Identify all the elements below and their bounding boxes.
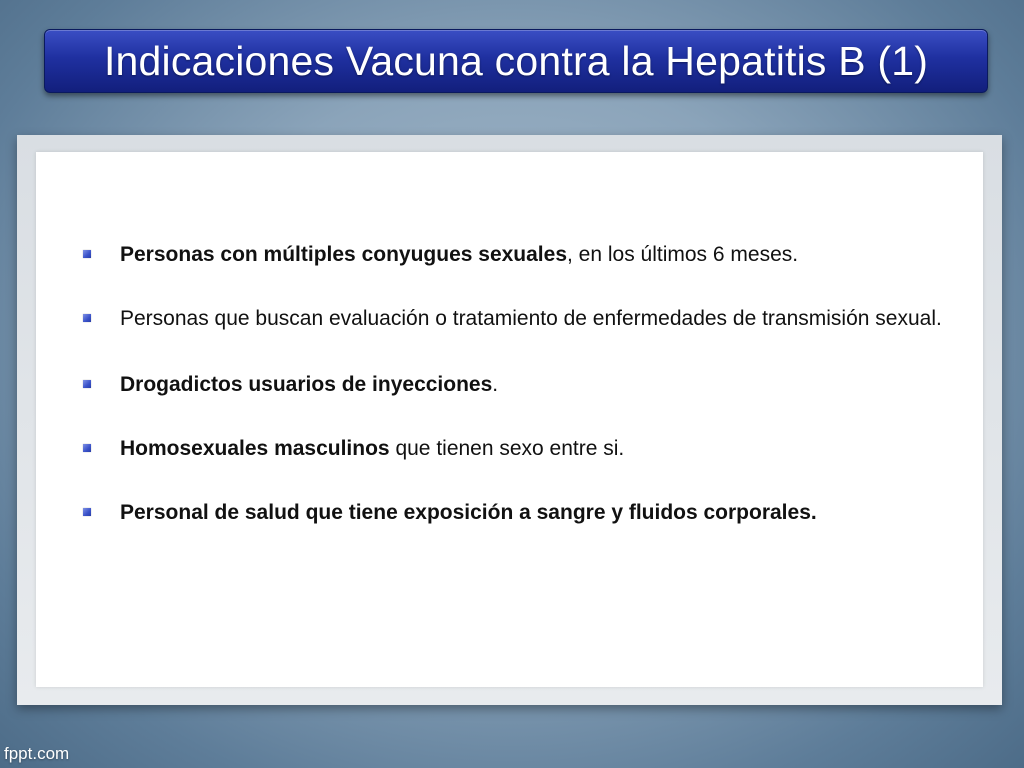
slide-title: Indicaciones Vacuna contra la Hepatitis B (1)	[103, 37, 929, 84]
bullet-item	[80, 498, 960, 528]
content-frame	[17, 135, 1002, 705]
bullet-item	[80, 370, 960, 400]
bullet-bold-text: Homosexuales masculinos	[120, 437, 390, 460]
bullet-text: , en los últimos 6 meses.	[567, 243, 799, 266]
square-bullet-icon	[83, 250, 91, 258]
square-bullet-icon	[83, 508, 91, 516]
square-bullet-icon	[83, 444, 91, 452]
square-bullet-icon	[83, 314, 91, 322]
bullet-bold-text: Personal de salud que tiene exposición a sangre y fluidos corporales.	[120, 501, 817, 524]
footer-brand: fppt.com	[4, 744, 70, 763]
square-bullet-icon	[83, 380, 91, 388]
bullet-bold-text: Drogadictos usuarios de inyecciones	[120, 373, 493, 396]
bullet-text: .	[492, 373, 499, 396]
bullet-item	[80, 304, 960, 334]
bullet-bold-text: Personas con múltiples conyugues sexuales	[120, 243, 567, 266]
slide-title-bar	[44, 29, 988, 93]
bullet-text: Personas que buscan evaluación o tratamiento de enfermedades de transmisión sexual.	[120, 307, 942, 330]
bullet-text: que tienen sexo entre si.	[389, 437, 625, 460]
bullet-item	[80, 434, 960, 464]
bullet-list	[80, 240, 960, 562]
content-panel	[36, 152, 983, 687]
bullet-item	[80, 240, 960, 270]
